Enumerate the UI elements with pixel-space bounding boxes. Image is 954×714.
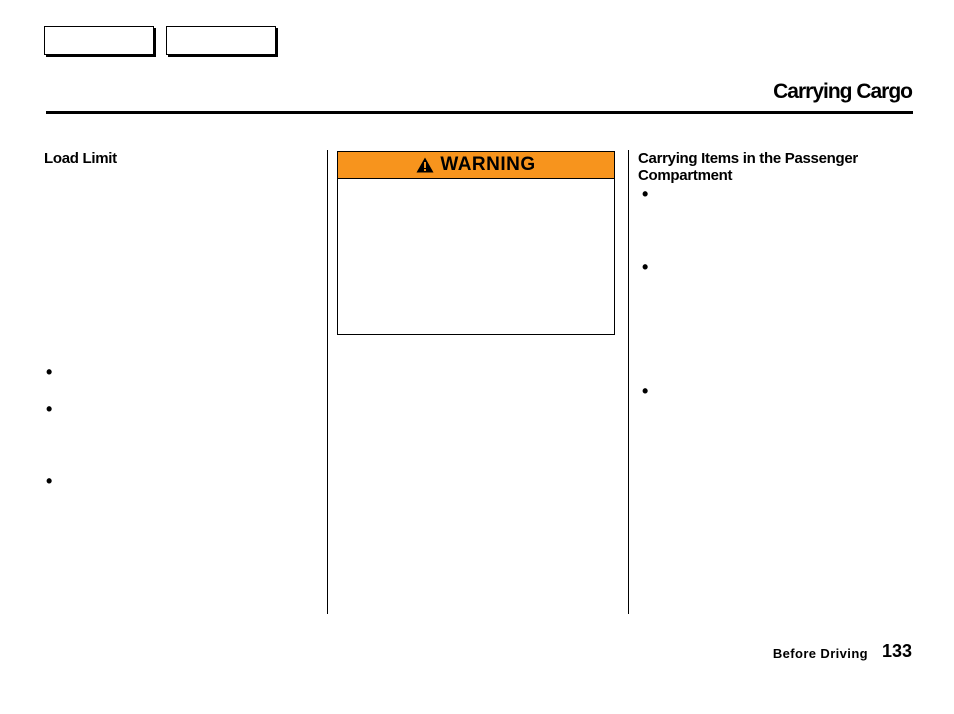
warning-triangle-icon	[416, 157, 434, 173]
footer-section-label: Before Driving	[772, 646, 868, 661]
nav-button-2[interactable]	[166, 26, 276, 55]
title-rule	[46, 111, 913, 114]
bullet-left-3: •	[46, 471, 53, 491]
nav-button-1[interactable]	[44, 26, 154, 55]
bullet-left-2: •	[46, 399, 53, 419]
warning-header	[338, 152, 614, 179]
bullet-left-1: •	[46, 362, 53, 382]
warning-box	[337, 151, 615, 335]
load-limit-heading: Load Limit	[44, 150, 117, 167]
bullet-right-3: •	[642, 381, 649, 401]
passenger-compartment-heading-line1: Carrying Items in the Passenger	[638, 150, 858, 167]
warning-label: WARNING	[440, 154, 536, 175]
page-title: Carrying Cargo	[773, 80, 912, 103]
passenger-compartment-heading	[638, 150, 908, 184]
bullet-right-1: •	[642, 184, 649, 204]
column-divider-right	[628, 150, 629, 614]
page-number: 133	[881, 641, 912, 661]
column-divider-left	[327, 150, 328, 614]
bullet-right-2: •	[642, 257, 649, 277]
passenger-compartment-heading-line2: Compartment	[638, 167, 733, 184]
